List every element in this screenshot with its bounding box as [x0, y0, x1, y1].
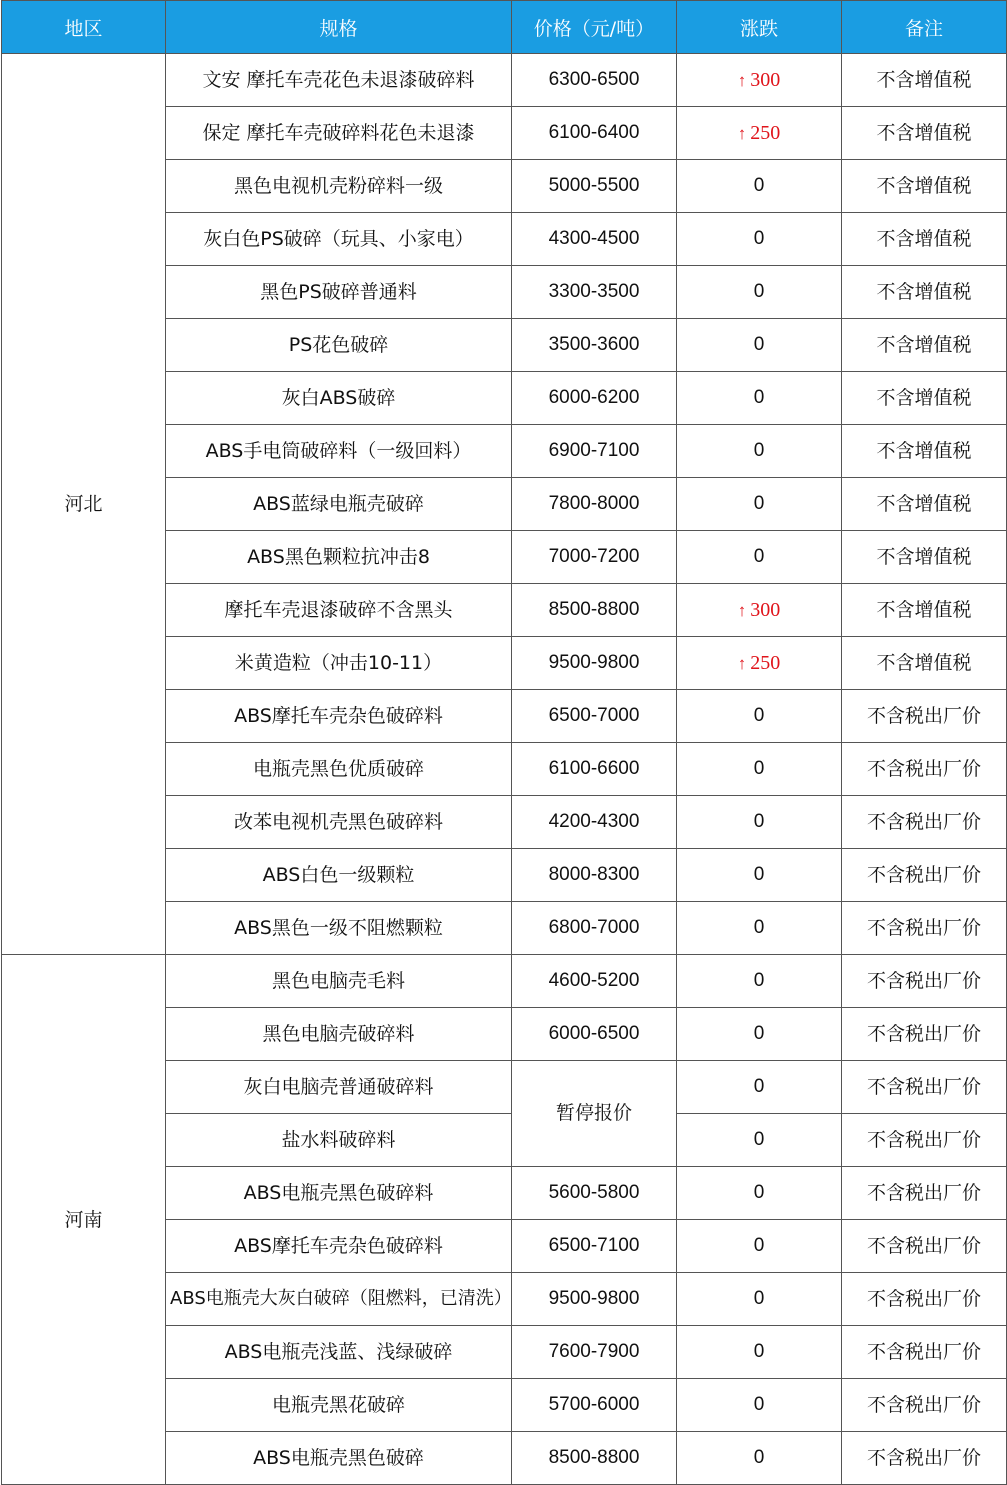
spec-cell: ABS电瓶壳黑色破碎	[166, 1432, 512, 1485]
note-cell: 不含增值税	[842, 584, 1007, 637]
price-cell: 8500-8800	[512, 584, 677, 637]
price-cell: 9500-9800	[512, 637, 677, 690]
price-cell: 6500-7100	[512, 1220, 677, 1273]
note-cell: 不含增值税	[842, 107, 1007, 160]
price-cell: 6900-7100	[512, 425, 677, 478]
spec-cell: 盐水料破碎料	[166, 1114, 512, 1167]
header-change: 涨跌	[677, 1, 842, 54]
price-cell: 6800-7000	[512, 902, 677, 955]
change-up	[738, 69, 781, 91]
change-cell	[677, 584, 842, 637]
change-cell: 0	[677, 1167, 842, 1220]
header-row	[2, 1, 1007, 54]
note-cell: 不含税出厂价	[842, 796, 1007, 849]
change-cell: 0	[677, 266, 842, 319]
price-cell: 4600-5200	[512, 955, 677, 1008]
note-cell: 不含增值税	[842, 54, 1007, 107]
change-cell: 0	[677, 1061, 842, 1114]
spec-cell: ABS白色一级颗粒	[166, 849, 512, 902]
header-price: 价格（元/吨）	[512, 1, 677, 54]
price-cell: 5000-5500	[512, 160, 677, 213]
change-cell: 0	[677, 796, 842, 849]
header-region: 地区	[2, 1, 166, 54]
spec-cell: PS花色破碎	[166, 319, 512, 372]
note-cell: 不含税出厂价	[842, 743, 1007, 796]
note-cell: 不含增值税	[842, 531, 1007, 584]
change-cell: 0	[677, 743, 842, 796]
spec-cell: 米黄造粒（冲击10-11）	[166, 637, 512, 690]
change-cell: 0	[677, 531, 842, 584]
note-cell: 不含增值税	[842, 266, 1007, 319]
price-cell: 5600-5800	[512, 1167, 677, 1220]
note-cell: 不含增值税	[842, 478, 1007, 531]
price-cell: 4200-4300	[512, 796, 677, 849]
change-value: 250	[750, 651, 781, 674]
price-cell: 6500-7000	[512, 690, 677, 743]
note-cell: 不含增值税	[842, 425, 1007, 478]
change-cell: 0	[677, 478, 842, 531]
arrow-up-icon: ↑	[737, 600, 747, 620]
price-cell: 7600-7900	[512, 1326, 677, 1379]
spec-cell: ABS电瓶壳黑色破碎料	[166, 1167, 512, 1220]
change-cell: 0	[677, 372, 842, 425]
price-cell: 9500-9800	[512, 1273, 677, 1326]
change-value: 300	[750, 68, 781, 91]
note-cell: 不含增值税	[842, 213, 1007, 266]
change-cell: 0	[677, 1379, 842, 1432]
note-cell: 不含税出厂价	[842, 1273, 1007, 1326]
spec-cell: ABS蓝绿电瓶壳破碎	[166, 478, 512, 531]
spec-cell: 电瓶壳黑色优质破碎	[166, 743, 512, 796]
spec-cell: ABS摩托车壳杂色破碎料	[166, 690, 512, 743]
spec-cell: ABS电瓶壳浅蓝、浅绿破碎	[166, 1326, 512, 1379]
price-cell: 6100-6600	[512, 743, 677, 796]
change-cell	[677, 54, 842, 107]
price-cell: 7800-8000	[512, 478, 677, 531]
change-cell	[677, 637, 842, 690]
note-cell: 不含税出厂价	[842, 849, 1007, 902]
price-cell: 3300-3500	[512, 266, 677, 319]
spec-cell: 保定 摩托车壳破碎料花色未退漆	[166, 107, 512, 160]
change-up	[738, 652, 781, 674]
header-spec: 规格	[166, 1, 512, 54]
spec-cell: 电瓶壳黑花破碎	[166, 1379, 512, 1432]
change-cell: 0	[677, 319, 842, 372]
price-cell: 6100-6400	[512, 107, 677, 160]
price-cell: 6300-6500	[512, 54, 677, 107]
price-table	[1, 0, 1007, 1485]
note-cell: 不含增值税	[842, 319, 1007, 372]
spec-cell: ABS黑色一级不阻燃颗粒	[166, 902, 512, 955]
price-cell: 6000-6500	[512, 1008, 677, 1061]
table-header	[2, 1, 1007, 54]
note-cell: 不含税出厂价	[842, 1220, 1007, 1273]
note-cell: 不含税出厂价	[842, 690, 1007, 743]
price-cell: 5700-6000	[512, 1379, 677, 1432]
note-cell: 不含增值税	[842, 372, 1007, 425]
spec-cell: 灰白色PS破碎（玩具、小家电）	[166, 213, 512, 266]
change-cell: 0	[677, 1008, 842, 1061]
price-cell: 6000-6200	[512, 372, 677, 425]
spec-cell: ABS电瓶壳大灰白破碎（阻燃料，已清洗）	[166, 1273, 512, 1326]
price-cell: 4300-4500	[512, 213, 677, 266]
note-cell: 不含税出厂价	[842, 1326, 1007, 1379]
change-cell: 0	[677, 902, 842, 955]
header-note: 备注	[842, 1, 1007, 54]
note-cell: 不含税出厂价	[842, 955, 1007, 1008]
spec-cell: ABS黑色颗粒抗冲击8	[166, 531, 512, 584]
price-cell: 3500-3600	[512, 319, 677, 372]
change-cell: 0	[677, 1273, 842, 1326]
spec-cell: ABS手电筒破碎料（一级回料）	[166, 425, 512, 478]
arrow-up-icon: ↑	[737, 653, 747, 673]
change-cell: 0	[677, 955, 842, 1008]
change-cell: 0	[677, 1326, 842, 1379]
change-cell: 0	[677, 1220, 842, 1273]
change-cell	[677, 107, 842, 160]
arrow-up-icon: ↑	[737, 123, 747, 143]
table-row	[2, 955, 1007, 1008]
region-cell: 河北	[2, 54, 166, 955]
note-cell: 不含税出厂价	[842, 1061, 1007, 1114]
change-cell: 0	[677, 160, 842, 213]
spec-cell: 黑色电视机壳粉碎料一级	[166, 160, 512, 213]
spec-cell: ABS摩托车壳杂色破碎料	[166, 1220, 512, 1273]
change-cell: 0	[677, 1432, 842, 1485]
change-value: 300	[750, 598, 781, 621]
note-cell: 不含增值税	[842, 160, 1007, 213]
table-row	[2, 54, 1007, 107]
note-cell: 不含税出厂价	[842, 1114, 1007, 1167]
price-cell: 暂停报价	[512, 1061, 677, 1167]
spec-cell: 黑色电脑壳破碎料	[166, 1008, 512, 1061]
price-cell: 8500-8800	[512, 1432, 677, 1485]
note-cell: 不含税出厂价	[842, 1379, 1007, 1432]
spec-cell: 灰白电脑壳普通破碎料	[166, 1061, 512, 1114]
price-cell: 7000-7200	[512, 531, 677, 584]
note-cell: 不含增值税	[842, 637, 1007, 690]
spec-cell: 文安 摩托车壳花色未退漆破碎料	[166, 54, 512, 107]
change-cell: 0	[677, 425, 842, 478]
arrow-up-icon: ↑	[737, 70, 747, 90]
change-value: 250	[750, 121, 781, 144]
note-cell: 不含税出厂价	[842, 1167, 1007, 1220]
spec-cell: 灰白ABS破碎	[166, 372, 512, 425]
spec-cell: 黑色PS破碎普通料	[166, 266, 512, 319]
spec-cell: 黑色电脑壳毛料	[166, 955, 512, 1008]
change-cell: 0	[677, 690, 842, 743]
change-up	[738, 599, 781, 621]
spec-cell: 改苯电视机壳黑色破碎料	[166, 796, 512, 849]
change-cell: 0	[677, 213, 842, 266]
note-cell: 不含税出厂价	[842, 1432, 1007, 1485]
change-up	[738, 122, 781, 144]
note-cell: 不含税出厂价	[842, 1008, 1007, 1061]
change-cell: 0	[677, 1114, 842, 1167]
table-body	[2, 54, 1007, 1485]
note-cell: 不含税出厂价	[842, 902, 1007, 955]
price-cell: 8000-8300	[512, 849, 677, 902]
region-cell: 河南	[2, 955, 166, 1485]
change-cell: 0	[677, 849, 842, 902]
spec-cell: 摩托车壳退漆破碎不含黑头	[166, 584, 512, 637]
